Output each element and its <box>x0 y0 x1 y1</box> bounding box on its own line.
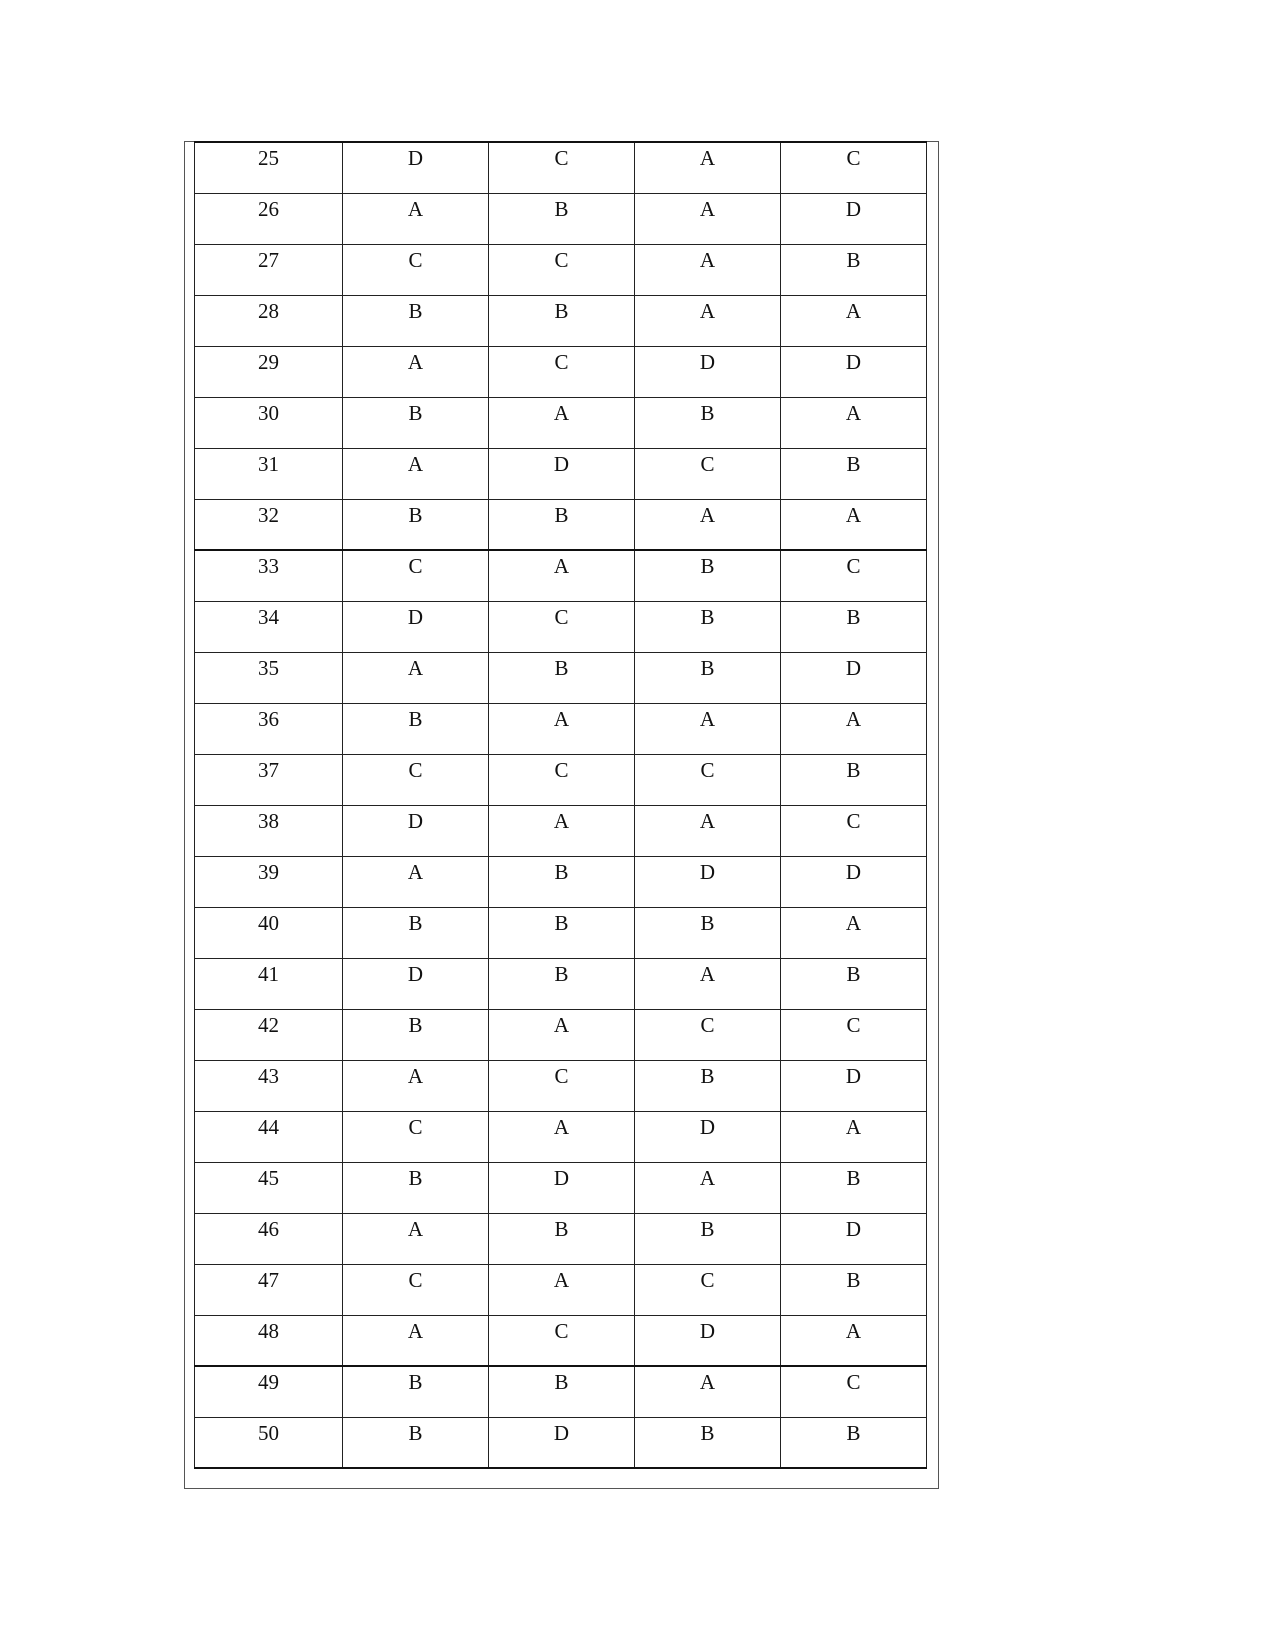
answer-set-4-cell: D <box>781 1213 927 1264</box>
question-number-cell: 47 <box>195 1264 343 1315</box>
answer-set-3-cell: D <box>635 1315 781 1366</box>
table-row <box>195 1060 927 1111</box>
table-row <box>195 1264 927 1315</box>
question-number-cell: 38 <box>195 805 343 856</box>
answer-set-2-cell: C <box>489 1060 635 1111</box>
question-number-cell: 27 <box>195 244 343 295</box>
answer-set-1-cell: D <box>343 142 489 193</box>
question-number-cell: 50 <box>195 1417 343 1468</box>
question-number-cell: 30 <box>195 397 343 448</box>
answer-set-2-cell: A <box>489 805 635 856</box>
answer-set-4-cell: A <box>781 397 927 448</box>
table-row <box>195 1111 927 1162</box>
answer-set-1-cell: A <box>343 652 489 703</box>
answer-set-4-cell: D <box>781 652 927 703</box>
answer-set-1-cell: A <box>343 448 489 499</box>
question-number-cell: 26 <box>195 193 343 244</box>
answer-set-4-cell: C <box>781 805 927 856</box>
question-number-cell: 35 <box>195 652 343 703</box>
answer-set-2-cell: B <box>489 958 635 1009</box>
table-row <box>195 448 927 499</box>
answer-set-1-cell: A <box>343 1315 489 1366</box>
answer-set-3-cell: D <box>635 856 781 907</box>
question-number-cell: 46 <box>195 1213 343 1264</box>
answer-set-1-cell: B <box>343 703 489 754</box>
answer-set-3-cell: A <box>635 805 781 856</box>
table-row <box>195 856 927 907</box>
table-row <box>195 754 927 805</box>
answer-set-2-cell: D <box>489 1417 635 1468</box>
answer-set-3-cell: C <box>635 448 781 499</box>
answer-set-2-cell: D <box>489 448 635 499</box>
table-row <box>195 1162 927 1213</box>
table-row <box>195 1009 927 1060</box>
table-row <box>195 958 927 1009</box>
answer-set-4-cell: A <box>781 499 927 550</box>
answer-set-2-cell: A <box>489 550 635 601</box>
answer-set-4-cell: D <box>781 346 927 397</box>
answer-set-3-cell: A <box>635 295 781 346</box>
answer-set-4-cell: B <box>781 1417 927 1468</box>
answer-set-4-cell: C <box>781 1366 927 1417</box>
answer-set-2-cell: B <box>489 652 635 703</box>
table-row <box>195 1417 927 1468</box>
answer-set-2-cell: C <box>489 244 635 295</box>
answer-set-3-cell: A <box>635 499 781 550</box>
question-number-cell: 31 <box>195 448 343 499</box>
answer-set-2-cell: B <box>489 1366 635 1417</box>
table-row <box>195 805 927 856</box>
answer-set-2-cell: C <box>489 754 635 805</box>
answer-set-1-cell: B <box>343 1162 489 1213</box>
answer-set-3-cell: B <box>635 1417 781 1468</box>
answer-set-1-cell: D <box>343 958 489 1009</box>
answer-set-3-cell: D <box>635 1111 781 1162</box>
question-number-cell: 44 <box>195 1111 343 1162</box>
answer-set-3-cell: C <box>635 1009 781 1060</box>
table-row <box>195 652 927 703</box>
answer-set-1-cell: A <box>343 1060 489 1111</box>
answer-set-3-cell: B <box>635 397 781 448</box>
table-row <box>195 601 927 652</box>
answer-set-3-cell: A <box>635 703 781 754</box>
question-number-cell: 49 <box>195 1366 343 1417</box>
question-number-cell: 29 <box>195 346 343 397</box>
answer-set-3-cell: A <box>635 142 781 193</box>
question-number-cell: 28 <box>195 295 343 346</box>
answer-set-4-cell: D <box>781 1060 927 1111</box>
answer-set-4-cell: B <box>781 244 927 295</box>
table-row <box>195 907 927 958</box>
table-row <box>195 1213 927 1264</box>
answer-set-4-cell: A <box>781 1315 927 1366</box>
answer-set-1-cell: B <box>343 499 489 550</box>
answer-set-1-cell: C <box>343 1111 489 1162</box>
answer-set-3-cell: C <box>635 1264 781 1315</box>
answer-set-1-cell: B <box>343 1366 489 1417</box>
answer-set-3-cell: C <box>635 754 781 805</box>
table-row <box>195 499 927 550</box>
answer-set-4-cell: C <box>781 142 927 193</box>
answer-set-4-cell: B <box>781 1264 927 1315</box>
answer-set-1-cell: C <box>343 244 489 295</box>
question-number-cell: 36 <box>195 703 343 754</box>
answer-set-4-cell: A <box>781 907 927 958</box>
answer-set-3-cell: A <box>635 958 781 1009</box>
answer-set-1-cell: A <box>343 856 489 907</box>
answer-set-4-cell: C <box>781 1009 927 1060</box>
answer-set-2-cell: A <box>489 397 635 448</box>
answer-set-3-cell: B <box>635 601 781 652</box>
question-number-cell: 45 <box>195 1162 343 1213</box>
answer-set-3-cell: B <box>635 1213 781 1264</box>
answer-set-4-cell: B <box>781 601 927 652</box>
answer-set-1-cell: C <box>343 754 489 805</box>
answer-set-3-cell: B <box>635 1060 781 1111</box>
answer-set-1-cell: C <box>343 1264 489 1315</box>
answer-set-2-cell: A <box>489 703 635 754</box>
question-number-cell: 43 <box>195 1060 343 1111</box>
answer-set-3-cell: A <box>635 244 781 295</box>
answer-set-1-cell: A <box>343 346 489 397</box>
answer-set-2-cell: C <box>489 601 635 652</box>
question-number-cell: 37 <box>195 754 343 805</box>
answer-set-2-cell: C <box>489 1315 635 1366</box>
table-row <box>195 1315 927 1366</box>
answer-set-2-cell: B <box>489 193 635 244</box>
answer-set-1-cell: D <box>343 805 489 856</box>
answer-set-4-cell: D <box>781 193 927 244</box>
table-row <box>195 397 927 448</box>
table-row <box>195 295 927 346</box>
answer-set-4-cell: B <box>781 1162 927 1213</box>
answer-set-2-cell: C <box>489 142 635 193</box>
answer-set-2-cell: B <box>489 295 635 346</box>
table-row <box>195 346 927 397</box>
answer-set-4-cell: A <box>781 295 927 346</box>
answer-set-2-cell: B <box>489 1213 635 1264</box>
question-number-cell: 48 <box>195 1315 343 1366</box>
answer-key-table <box>194 141 927 1469</box>
answer-table-body <box>195 142 927 1468</box>
table-row <box>195 550 927 601</box>
answer-set-2-cell: B <box>489 499 635 550</box>
table-row <box>195 1366 927 1417</box>
answer-set-2-cell: A <box>489 1264 635 1315</box>
answer-set-2-cell: A <box>489 1009 635 1060</box>
answer-set-4-cell: B <box>781 448 927 499</box>
answer-set-4-cell: B <box>781 754 927 805</box>
question-number-cell: 42 <box>195 1009 343 1060</box>
answer-set-3-cell: A <box>635 1366 781 1417</box>
answer-set-1-cell: B <box>343 1417 489 1468</box>
question-number-cell: 25 <box>195 142 343 193</box>
answer-set-1-cell: B <box>343 1009 489 1060</box>
answer-set-3-cell: B <box>635 652 781 703</box>
answer-set-4-cell: B <box>781 958 927 1009</box>
answer-set-2-cell: B <box>489 856 635 907</box>
answer-set-4-cell: D <box>781 856 927 907</box>
question-number-cell: 40 <box>195 907 343 958</box>
answer-set-4-cell: C <box>781 550 927 601</box>
table-row <box>195 703 927 754</box>
answer-set-1-cell: B <box>343 295 489 346</box>
answer-set-3-cell: A <box>635 193 781 244</box>
answer-set-1-cell: B <box>343 397 489 448</box>
answer-set-4-cell: A <box>781 1111 927 1162</box>
table-row <box>195 142 927 193</box>
answer-set-3-cell: D <box>635 346 781 397</box>
answer-set-2-cell: A <box>489 1111 635 1162</box>
question-number-cell: 39 <box>195 856 343 907</box>
answer-set-3-cell: B <box>635 550 781 601</box>
answer-set-3-cell: B <box>635 907 781 958</box>
answer-set-1-cell: D <box>343 601 489 652</box>
answer-set-4-cell: A <box>781 703 927 754</box>
question-number-cell: 34 <box>195 601 343 652</box>
answer-set-2-cell: C <box>489 346 635 397</box>
answer-set-1-cell: B <box>343 907 489 958</box>
question-number-cell: 32 <box>195 499 343 550</box>
answer-set-1-cell: C <box>343 550 489 601</box>
question-number-cell: 33 <box>195 550 343 601</box>
answer-set-1-cell: A <box>343 1213 489 1264</box>
table-row <box>195 193 927 244</box>
answer-set-2-cell: B <box>489 907 635 958</box>
answer-set-3-cell: A <box>635 1162 781 1213</box>
answer-set-1-cell: A <box>343 193 489 244</box>
table-row <box>195 244 927 295</box>
question-number-cell: 41 <box>195 958 343 1009</box>
answer-set-2-cell: D <box>489 1162 635 1213</box>
